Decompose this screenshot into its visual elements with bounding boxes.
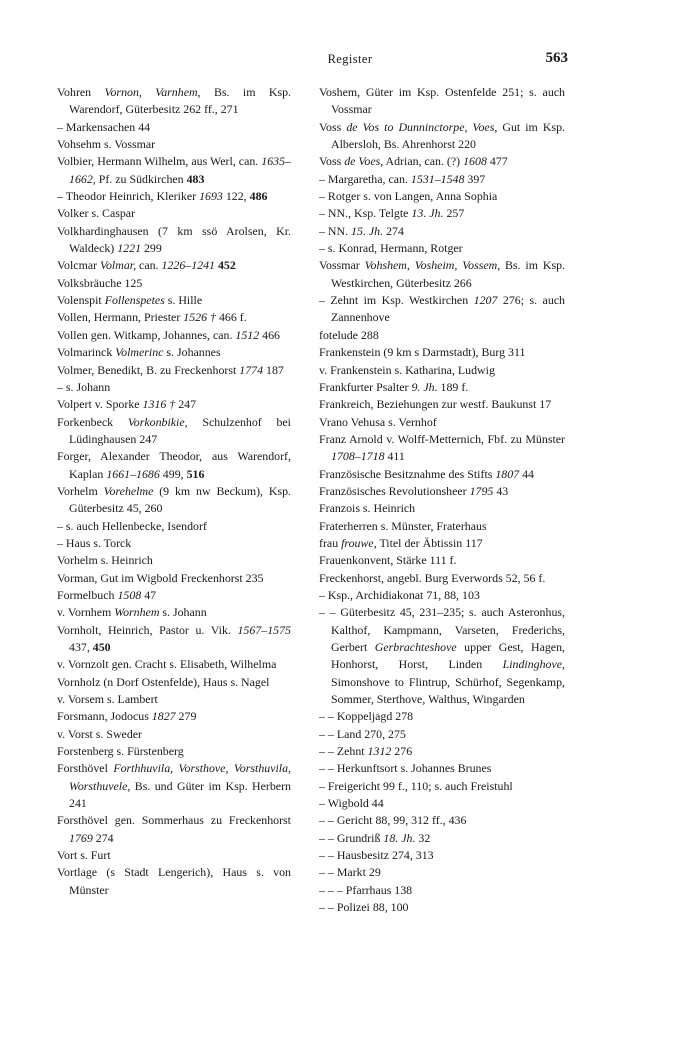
index-column-left bbox=[57, 84, 291, 899]
index-entry: Vrano Vehusa s. Vernhof bbox=[319, 414, 437, 429]
index-entry: Vollen, Hermann, Priester 1526 † 466 f. bbox=[57, 310, 247, 325]
index-entry: Volkhardinghausen (7 km ssö Arolsen, Kr. Waldeck) 1221 299 bbox=[57, 223, 291, 256]
index-entry: frau frouwe, Titel der Äbtissin 117 bbox=[319, 535, 483, 550]
index-entry: – Rotger s. von Langen, Anna Sophia bbox=[319, 189, 498, 204]
index-entry: – – Zehnt 1312 276 bbox=[319, 744, 413, 759]
index-entry: Frankenstein (9 km s Darmstadt), Burg 311 bbox=[319, 345, 526, 360]
index-entry: Frauenkonvent, Stärke 111 f. bbox=[319, 553, 457, 568]
index-entry: – – Polizei 88, 100 bbox=[319, 900, 409, 915]
index-entry: Forsthövel gen. Sommerhaus zu Freckenhorst 1769 274 bbox=[57, 813, 291, 845]
index-entry: – – Herkunftsort s. Johannes Brunes bbox=[319, 761, 492, 776]
index-entry: Vossmar Vohshem, Vosheim, Vossem, Bs. im Ksp. Westkirchen, Güterbesitz 266 bbox=[319, 258, 565, 290]
index-entry: Freckenhorst, angebl. Burg Everwords 52, 56 f. bbox=[319, 570, 546, 585]
index-entry: – – Koppeljagd 278 bbox=[319, 709, 414, 724]
index-entry: Frankreich, Beziehungen zur westf. Baukunst 17 bbox=[319, 397, 552, 412]
index-entry: v. Vorsem s. Lambert bbox=[57, 692, 158, 707]
index-entry: Vohren Vornon, Varnhem, Bs. im Ksp. Warendorf, Güterbesitz 262 ff., 271 bbox=[57, 85, 291, 117]
index-entry: Forger, Alexander Theodor, aus Warendorf, Kaplan 1661–1686 499, 516 bbox=[57, 449, 291, 481]
index-entry: – s. Konrad, Hermann, Rotger bbox=[319, 241, 463, 256]
index-entry: Voss de Vos to Dunninctorpe, Voes, Gut im Ksp. Albersloh, Bs. Ahrenhorst 220 bbox=[319, 119, 565, 152]
index-entry: Vohsehm s. Vossmar bbox=[57, 137, 156, 152]
index-entry: Formelbuch 1508 47 bbox=[57, 587, 157, 602]
page-number: 563 bbox=[545, 50, 568, 66]
index-entry: Volker s. Caspar bbox=[57, 206, 136, 221]
index-entry: v. Vornhem Wornhem s. Johann bbox=[57, 605, 207, 620]
index-entry: Volksbräuche 125 bbox=[57, 275, 143, 290]
index-entry: – Zehnt im Ksp. Westkirchen 1207 276; s. auch Zannenhove bbox=[319, 293, 565, 325]
index-entry: – – Grundriß 18. Jh. 32 bbox=[319, 830, 431, 845]
index-entry: Vortlage (s Stadt Lengerich), Haus s. von Münster bbox=[57, 865, 291, 897]
index-entry: Forkenbeck Vorkonbikie, Schulzenhof bei Lüdinghausen 247 bbox=[57, 414, 291, 446]
index-entry: Vort s. Furt bbox=[57, 848, 111, 863]
index-entry: Franzois s. Heinrich bbox=[319, 501, 416, 516]
index-entry: – Ksp., Archidiakonat 71, 88, 103 bbox=[319, 587, 480, 602]
running-title: Register bbox=[327, 52, 373, 66]
index-entry: – Haus s. Torck bbox=[57, 535, 132, 550]
index-column-right bbox=[319, 84, 565, 917]
index-entry: v. Vornzolt gen. Cracht s. Elisabeth, Wilhelma bbox=[57, 657, 277, 672]
index-entry: Forstenberg s. Fürstenberg bbox=[57, 744, 184, 759]
index-entry: – Markensachen 44 bbox=[57, 119, 151, 134]
index-entry: Vornholt, Heinrich, Pastor u. Vik. 1567–1575 437, 450 bbox=[57, 622, 291, 654]
index-entry: – – Markt 29 bbox=[319, 865, 381, 880]
index-entry: – Wigbold 44 bbox=[319, 796, 384, 811]
index-entry: Vorhelm s. Heinrich bbox=[57, 553, 153, 568]
index-entry: – s. auch Hellenbecke, Isendorf bbox=[57, 518, 207, 533]
index-entry: – NN. 15. Jh. 274 bbox=[319, 223, 404, 238]
index-entry: Vorhelm Vorehelme (9 km nw Beckum), Ksp. Güterbesitz 45, 260 bbox=[57, 483, 291, 516]
index-entry: Volbier, Hermann Wilhelm, aus Werl, can. 1635–1662, Pf. zu Südkirchen 483 bbox=[57, 154, 291, 186]
index-entry: Fraterherren s. Münster, Fraterhaus bbox=[319, 518, 487, 533]
index-entry: Volenspit Follenspetes s. Hille bbox=[57, 293, 203, 308]
index-entry: – – Gericht 88, 99, 312 ff., 436 bbox=[319, 813, 467, 828]
index-entry: Franz Arnold v. Wolff-Metternich, Fbf. zu Münster 1708–1718 411 bbox=[319, 431, 565, 464]
index-entry: Volpert v. Sporke 1316 † 247 bbox=[57, 397, 197, 412]
index-entry: – – Land 270, 275 bbox=[319, 726, 406, 741]
index-entry: Französische Besitznahme des Stifts 1807 44 bbox=[319, 466, 535, 481]
index-entry: Volmer, Benedikt, B. zu Freckenhorst 1774 187 bbox=[57, 362, 284, 377]
index-entry: – – – Pfarrhaus 138 bbox=[319, 882, 413, 897]
index-entry: – Theodor Heinrich, Kleriker 1693 122, 486 bbox=[57, 189, 268, 204]
index-entry: – – Güterbesitz 45, 231–235; s. auch Asteronhus, Kalthof, Kampmann, Varseten, Frederichs, Gerbert Gerbrachteshove upper Gest, Hagen, Honhorst, Horst, Linden Lindinghove, Simonshove to Flintrup, Schürhof, Segenkamp, Sommer, Sterthove, Walthus, Wingarden bbox=[319, 605, 565, 707]
index-entry: fotelude 288 bbox=[319, 327, 379, 342]
index-entry: v. Vorst s. Sweder bbox=[57, 726, 142, 741]
index-entry: Vollen gen. Witkamp, Johannes, can. 1512 466 bbox=[57, 327, 280, 342]
index-entry: Volcmar Volmar, can. 1226–1241 452 bbox=[57, 258, 236, 273]
index-entry: – NN., Ksp. Telgte 13. Jh. 257 bbox=[319, 206, 465, 221]
index-entry: Voss de Voes, Adrian, can. (?) 1608 477 bbox=[319, 154, 508, 169]
index-entry: Vorman, Gut im Wigbold Freckenhorst 235 bbox=[57, 570, 264, 585]
index-entry: Frankfurter Psalter 9. Jh. 189 f. bbox=[319, 379, 469, 394]
index-entry: – s. Johann bbox=[57, 379, 111, 394]
index-entry: Französisches Revolutionsheer 1795 43 bbox=[319, 483, 509, 498]
index-entry: v. Frankenstein s. Katharina, Ludwig bbox=[319, 362, 495, 377]
index-entry: – Freigericht 99 f., 110; s. auch Freistuhl bbox=[319, 778, 513, 793]
index-entry: – Margaretha, can. 1531–1548 397 bbox=[319, 171, 486, 186]
index-entry: Forsmann, Jodocus 1827 279 bbox=[57, 709, 197, 724]
index-entry: Volmarinck Volmerinc s. Johannes bbox=[57, 345, 221, 360]
index-entry: Vornholz (n Dorf Ostenfelde), Haus s. Nagel bbox=[57, 674, 270, 689]
index-entry: Forsthövel Forthhuvila, Vorsthove, Vorsthuvila, Worsthuvele, Bs. und Güter im Ksp. Herbern 241 bbox=[57, 761, 292, 811]
index-entry: Voshem, Güter im Ksp. Ostenfelde 251; s. auch Vossmar bbox=[319, 85, 565, 117]
index-entry: – – Hausbesitz 274, 313 bbox=[319, 848, 434, 863]
